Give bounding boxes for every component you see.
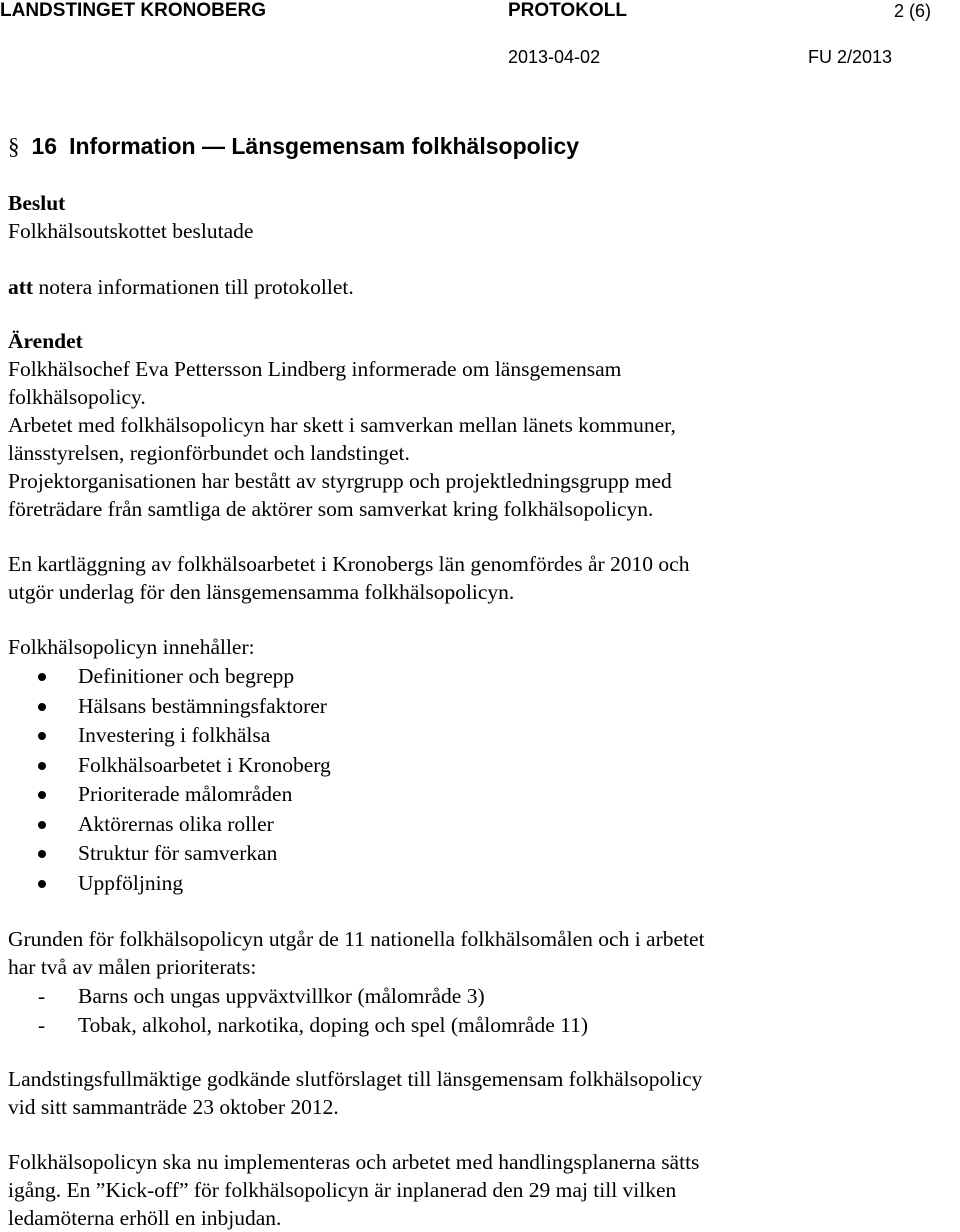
list-item-label: Aktörernas olika roller (78, 811, 274, 836)
arendet-line: företrädare från samtliga de aktörer som samverkat kring folkhälsopolicyn. (8, 497, 654, 521)
section-number: 16 (31, 133, 58, 159)
org-name: LANDSTINGET KRONOBERG (0, 0, 266, 21)
arendet-line: länsstyrelsen, regionförbundet och landstinget. (8, 441, 410, 465)
paragraph-symbol: § (8, 134, 20, 159)
list-item-label: Investering i folkhälsa (78, 723, 271, 747)
section-title: Information — Länsgemensam folkhälsopolicy (69, 133, 580, 159)
dash-marker: - (38, 984, 46, 1008)
implement-line: ledamöterna erhöll en inbjudan. (8, 1206, 282, 1230)
doc-type: PROTOKOLL (508, 0, 627, 21)
kartlaggning-line: utgör underlag för den länsgemensamma folkhälsopolicyn. (8, 580, 515, 604)
bullet-icon (38, 732, 46, 740)
policy-intro: Folkhälsopolicyn innehåller: (8, 635, 255, 659)
bullet-icon (38, 821, 46, 829)
bullet-icon (38, 791, 46, 799)
kartlaggning-line: En kartläggning av folkhälsoarbetet i Kronobergs län genomfördes år 2010 och (8, 552, 690, 576)
arendet-line: Folkhälsochef Eva Pettersson Lindberg informerade om länsgemensam (8, 357, 622, 381)
list-item-label: Struktur för samverkan (78, 841, 278, 865)
bullet-icon (38, 703, 46, 711)
protocol-reference: FU 2/2013 (808, 47, 893, 67)
implement-line: Folkhälsopolicyn ska nu implementeras och arbetet med handlingsplanerna sätts (8, 1150, 700, 1174)
meeting-date: 2013-04-02 (508, 47, 601, 67)
bullet-icon (38, 880, 46, 888)
page-number: 2 (6) (894, 1, 932, 21)
att-keyword: att (8, 275, 34, 299)
list-item-label: Definitioner och begrepp (78, 664, 295, 688)
bullet-icon (38, 850, 46, 858)
arendet-line: Arbetet med folkhälsopolicyn har skett i samverkan mellan länets kommuner, (8, 413, 676, 437)
arendet-line: folkhälsopolicy. (8, 385, 146, 409)
bullet-icon (38, 673, 46, 681)
grunden-line: Grunden för folkhälsopolicyn utgår de 11 nationella folkhälsomålen och i arbetet (8, 927, 705, 951)
list-item-label: Uppföljning (78, 870, 184, 895)
bullet-icon (38, 762, 46, 770)
priority-item: Barns och ungas uppväxtvillkor (målområde 3) (78, 984, 485, 1008)
decision-text: notera informationen till protokollet. (33, 275, 354, 299)
section-heading (8, 133, 579, 160)
dash-marker: - (38, 1013, 46, 1037)
list-item-label: Prioriterade målområden (78, 782, 293, 806)
beslut-line: Folkhälsoutskottet beslutade (8, 219, 254, 243)
arendet-line: Projektorganisationen har bestått av styrgrupp och projektledningsgrupp med (8, 469, 672, 493)
grunden-line: har två av målen prioriterats: (8, 955, 257, 979)
fullmaktige-line: vid sitt sammanträde 23 oktober 2012. (8, 1095, 339, 1119)
beslut-decision (8, 273, 354, 301)
list-item-label: Hälsans bestämningsfaktorer (78, 693, 327, 718)
fullmaktige-line: Landstingsfullmäktige godkände slutförslaget till länsgemensam folkhälsopolicy (8, 1067, 703, 1091)
beslut-heading: Beslut (8, 191, 66, 215)
arendet-heading: Ärendet (8, 329, 83, 353)
implement-line: igång. En ”Kick-off” för folkhälsopolicyn är inplanerad den 29 maj till vilken (8, 1178, 677, 1202)
priority-item: Tobak, alkohol, narkotika, doping och spel (målområde 11) (78, 1013, 588, 1037)
list-item-label: Folkhälsoarbetet i Kronoberg (78, 752, 331, 777)
